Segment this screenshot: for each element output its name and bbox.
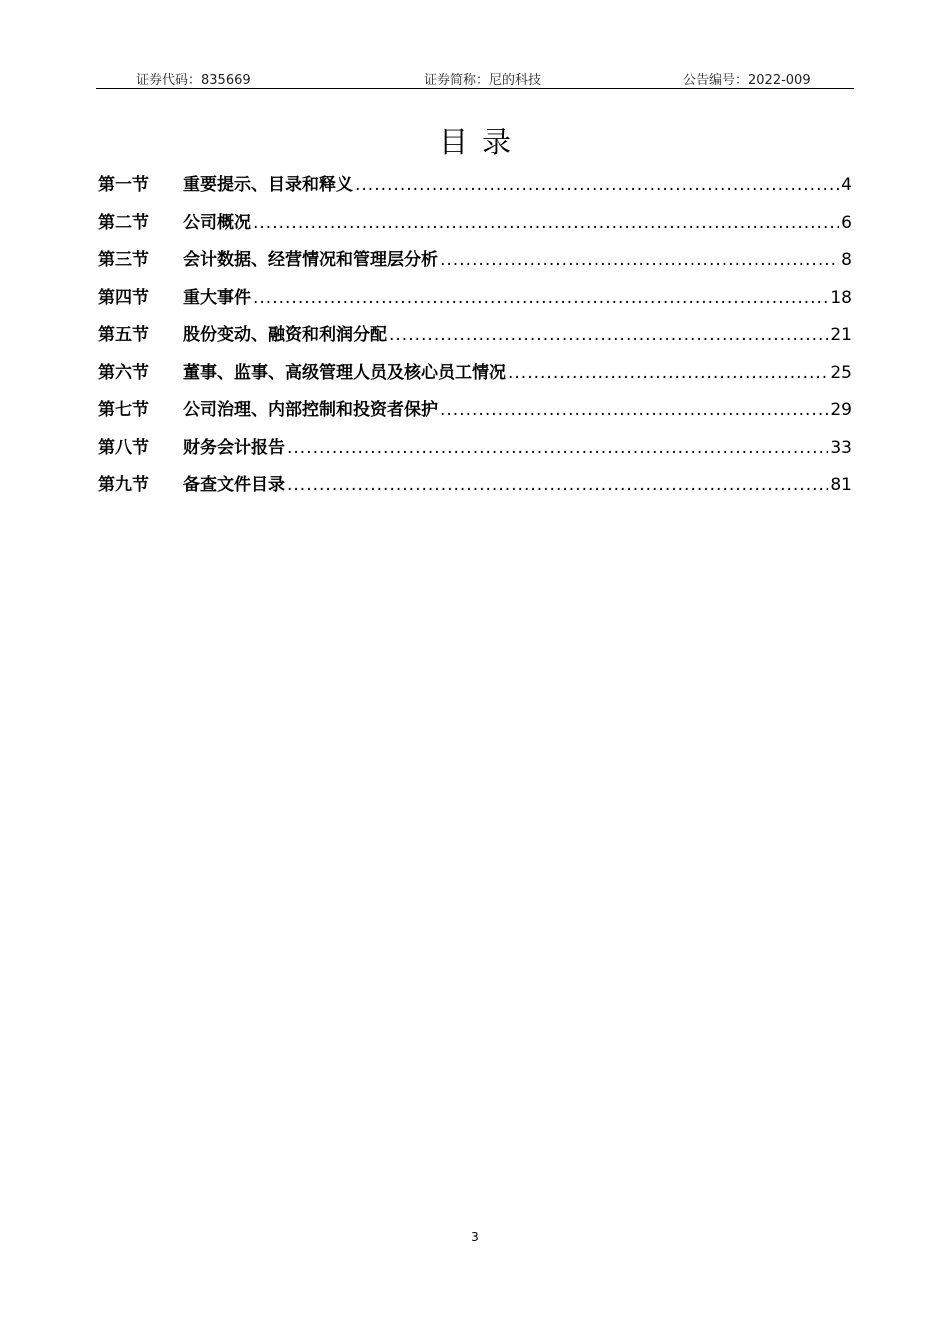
toc-section-title: 公司概况 [183,212,251,233]
toc-leader-dots [389,325,828,345]
toc-leader-dots [440,400,828,420]
toc-page-number: 29 [830,400,852,420]
toc-page-number: 4 [841,175,852,195]
toc-leader-dots [253,213,839,233]
toc-leader-dots [355,175,839,195]
page-title: 目录 [438,125,525,159]
toc-section-number: 第五节 [98,325,149,345]
toc-section-number: 第三节 [98,250,149,270]
toc-section-number: 第八节 [98,437,149,458]
toc-entry[interactable] [98,170,852,208]
toc-leader-dots [440,250,839,270]
toc-page-number: 8 [841,250,852,270]
header-stock-code: 证券代码：835669 [136,73,251,88]
toc-entry[interactable] [98,208,852,246]
toc-section-title: 重要提示、目录和释义 [183,175,353,195]
toc-section-title: 公司治理、内部控制和投资者保护 [183,400,438,420]
toc-leader-dots [287,438,828,458]
toc-section-title: 备查文件目录 [183,475,285,495]
toc-entry[interactable] [98,358,852,396]
toc-section-title: 股份变动、融资和利润分配 [183,325,387,345]
toc-page-number: 25 [830,362,852,383]
toc-leader-dots [253,288,828,308]
toc-section-number: 第七节 [98,400,149,420]
toc-page-number: 18 [830,287,852,308]
toc-entry[interactable] [98,245,852,283]
toc-page-number: 6 [841,212,852,233]
toc-section-number: 第九节 [98,475,149,495]
toc-page-number: 33 [830,437,852,458]
toc-section-title: 董事、监事、高级管理人员及核心员工情况 [183,362,506,383]
page-footer-number: 3 [471,1230,479,1244]
toc-entry[interactable] [98,433,852,471]
toc-entry[interactable] [98,320,852,358]
toc-section-title: 财务会计报告 [183,437,285,458]
toc-entry[interactable] [98,470,852,508]
toc-section-title: 会计数据、经营情况和管理层分析 [183,250,438,270]
toc-section-number: 第六节 [98,362,149,383]
toc-leader-dots [508,363,828,383]
toc-entry[interactable] [98,283,852,321]
toc-section-title: 重大事件 [183,287,251,308]
toc-entry[interactable] [98,395,852,433]
toc-section-number: 第一节 [98,175,149,195]
header-announcement-number: 公告编号：2022-009 [683,73,811,88]
toc-page-number: 21 [830,325,852,345]
toc-page-number: 81 [830,475,852,495]
toc-leader-dots [287,475,828,495]
toc-section-number: 第二节 [98,212,149,233]
table-of-contents [98,170,852,508]
header-stock-name: 证券简称：尼的科技 [424,73,542,88]
page-header [96,66,854,89]
toc-section-number: 第四节 [98,287,149,308]
